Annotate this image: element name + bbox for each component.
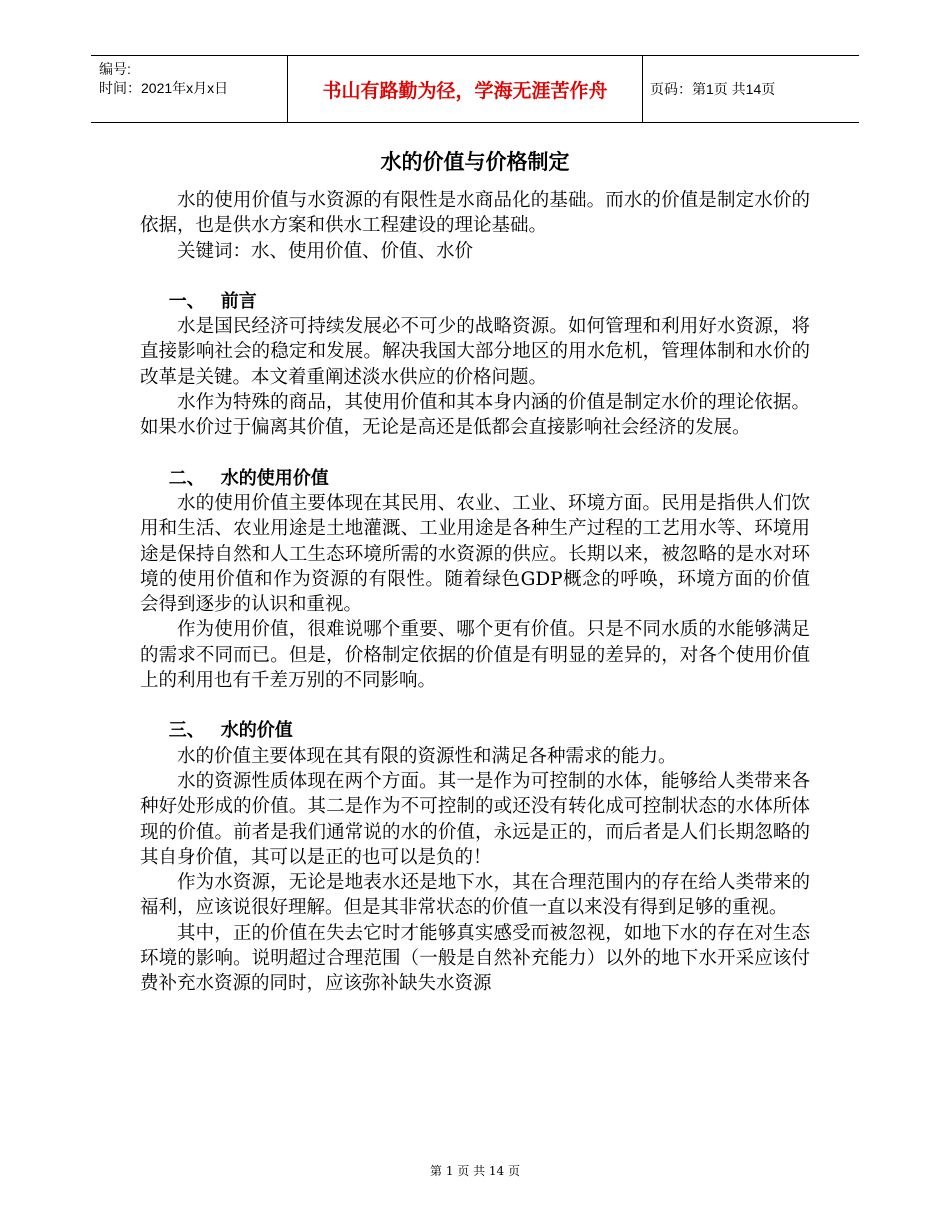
document-title: 水的价值与价格制定 [380,150,570,174]
section-title: 水的价值 [220,720,293,742]
serial-label: 编号: [99,61,131,77]
document-body [140,188,810,997]
section-heading [140,289,810,314]
paragraph: 作为使用价值，很难说哪个重要、哪个更有价值。只是不同水质的水能够满足的需求不同而已。但是，价格制定依据的价值是有明显的差异的，对各个使用价值上的利用也有千差万别的不同影响。 [140,619,810,692]
section-title: 前言 [220,290,257,312]
header-divider [642,56,643,122]
header-page-label: 页码：第1页 共14页 [650,81,776,97]
header-table [91,55,859,123]
paragraph: 其中，正的价值在失去它时才能够真实感受而被忽视，如地下水的存在对生态环境的影响。说明超过合理范围（一般是自然补充能力）以外的地下水开采应该付费补充水资源的同时，应该弥补缺失水资源 [140,922,810,995]
section-heading [140,718,810,743]
paragraph: 水的使用价值主要体现在其民用、农业、工业、环境方面。民用是指供人们饮用和生活、农业用途是土地灌溉、工业用途是各种生产过程的工艺用水等、环境用途是保持自然和人工生态环境所需的水资源的供应。长期以来，被忽略的是水对环境的使用价值和作为资源的有限性。随着绿色GDP概念的呼唤，环境方面的价值会得到逐步的认识和重视。 [140,492,810,616]
section-number: 三、 [168,720,205,742]
paragraph: 水的价值主要体现在其有限的资源性和满足各种需求的能力。 [177,745,677,767]
header-motto: 书山有路勤为径，学海无涯苦作舟 [322,79,608,102]
time-label: 时间：2021年x月x日 [99,80,229,96]
section-number: 一、 [168,290,205,312]
keywords: 关键词：水、使用价值、价值、水价 [177,240,474,262]
header-meta [99,60,289,98]
section-heading [140,466,810,491]
paragraph: 水作为特殊的商品，其使用价值和其本身内涵的价值是制定水价的理论依据。如果水价过于偏离其价值，无论是高还是低都会直接影响社会经济的发展。 [140,392,810,439]
page-footer: 第 1 页 共 14 页 [430,1164,520,1178]
paragraph: 水是国民经济可持续发展必不可少的战略资源。如何管理和利用好水资源，将直接影响社会的稳定和发展。解决我国大部分地区的用水危机，管理体制和水价的改革是关键。本文着重阐述淡水供应的价格问题。 [140,316,810,388]
paragraph: 作为水资源，无论是地表水还是地下水，其在合理范围内的存在给人类带来的福利，应该说很好理解。但是其非常状态的价值一直以来没有得到足够的重视。 [140,872,810,919]
paragraph: 水的资源性质体现在两个方面。其一是作为可控制的水体，能够给人类带来各种好处形成的价值。其二是作为不可控制的或还没有转化成可控制状态的水体所体现的价值。前者是我们通常说的水的价值，永远是正的，而后者是人们长期忽略的其自身价值，其可以是正的也可以是负的！ [140,770,810,868]
abstract: 水的使用价值与水资源的有限性是水商品化的基础。而水的价值是制定水价的依据，也是供水方案和供水工程建设的理论基础。 [140,190,810,237]
section-number: 二、 [168,467,205,489]
section-title: 水的使用价值 [220,467,329,489]
